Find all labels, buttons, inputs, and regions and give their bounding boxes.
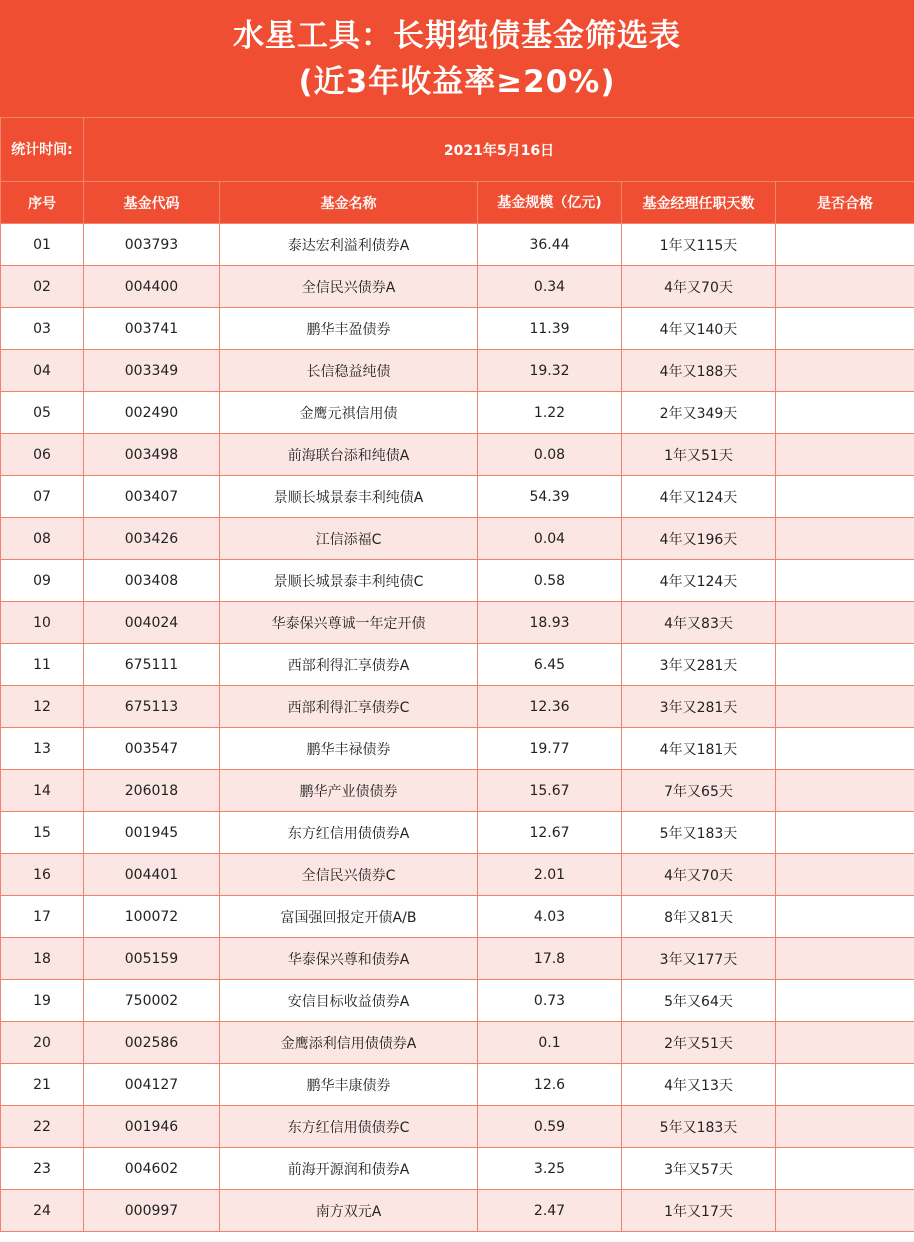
cell-name[interactable]: 华泰保兴尊和债券A [220,938,478,980]
cell-ok[interactable] [776,1022,914,1064]
cell-days[interactable]: 4年又70天 [622,854,776,896]
cell-name[interactable]: 金鹰添利信用债债券A [220,1022,478,1064]
cell-name[interactable]: 安信目标收益债券A [220,980,478,1022]
table-row [1,1064,914,1106]
table-row [1,476,914,518]
cell-name[interactable]: 鹏华丰禄债券 [220,728,478,770]
cell-code[interactable]: 003426 [84,518,220,560]
cell-ok[interactable] [776,560,914,602]
cell-size[interactable]: 0.34 [478,266,622,308]
cell-name[interactable]: 长信稳益纯债 [220,350,478,392]
cell-code[interactable]: 750002 [84,980,220,1022]
cell-name[interactable]: 鹏华产业债债券 [220,770,478,812]
cell-name[interactable]: 景顺长城景泰丰利纯债C [220,560,478,602]
cell-size[interactable]: 1.22 [478,392,622,434]
cell-no[interactable]: 11 [1,644,84,686]
cell-ok[interactable] [776,350,914,392]
cell-days[interactable]: 4年又188天 [622,350,776,392]
cell-code[interactable]: 003408 [84,560,220,602]
cell-ok[interactable] [776,308,914,350]
cell-days[interactable]: 3年又177天 [622,938,776,980]
table-row [1,728,914,770]
cell-days[interactable]: 4年又196天 [622,518,776,560]
cell-ok[interactable] [776,1190,914,1232]
table-row [1,1106,914,1148]
cell-code[interactable]: 001946 [84,1106,220,1148]
cell-no[interactable]: 19 [1,980,84,1022]
cell-no[interactable]: 05 [1,392,84,434]
cell-name[interactable]: 景顺长城景泰丰利纯债A [220,476,478,518]
header-cell-size[interactable]: 基金规模（亿元) [478,182,622,224]
cell-days[interactable]: 4年又124天 [622,560,776,602]
cell-days[interactable]: 5年又183天 [622,812,776,854]
cell-days[interactable]: 1年又51天 [622,434,776,476]
cell-code[interactable]: 005159 [84,938,220,980]
page-title: 水星工具：长期纯债基金筛选表 [233,17,681,54]
cell-days[interactable]: 4年又181天 [622,728,776,770]
cell-name[interactable]: 富国强回报定开债A/B [220,896,478,938]
cell-days[interactable]: 1年又17天 [622,1190,776,1232]
cell-code[interactable]: 004401 [84,854,220,896]
header-cell-ok[interactable]: 是否合格 [776,182,914,224]
cell-no[interactable]: 16 [1,854,84,896]
cell-code[interactable]: 000997 [84,1190,220,1232]
cell-no[interactable]: 06 [1,434,84,476]
table-row [1,980,914,1022]
cell-size[interactable]: 12.6 [478,1064,622,1106]
table-row [1,224,914,266]
cell-size[interactable]: 36.44 [478,224,622,266]
cell-size[interactable]: 54.39 [478,476,622,518]
cell-no[interactable]: 09 [1,560,84,602]
table-row [1,266,914,308]
cell-days[interactable]: 1年又115天 [622,224,776,266]
table-row [1,518,914,560]
cell-code[interactable]: 003741 [84,308,220,350]
cell-name[interactable]: 江信添福C [220,518,478,560]
cell-name[interactable]: 东方红信用债债券C [220,1106,478,1148]
cell-ok[interactable] [776,644,914,686]
table-row [1,392,914,434]
cell-days[interactable]: 3年又281天 [622,686,776,728]
cell-name[interactable]: 南方双元A [220,1190,478,1232]
table-row [1,896,914,938]
table-row [1,350,914,392]
cell-ok[interactable] [776,602,914,644]
cell-no[interactable]: 15 [1,812,84,854]
cell-ok[interactable] [776,770,914,812]
cell-no[interactable]: 03 [1,308,84,350]
cell-name[interactable]: 西部利得汇享债券A [220,644,478,686]
table-row [1,770,914,812]
cell-ok[interactable] [776,938,914,980]
cell-size[interactable]: 4.03 [478,896,622,938]
cell-name[interactable]: 全信民兴债券C [220,854,478,896]
table-row [1,1022,914,1064]
cell-code[interactable]: 002586 [84,1022,220,1064]
stat-row [1,118,914,182]
cell-code[interactable]: 004602 [84,1148,220,1190]
table-row [1,308,914,350]
cell-no[interactable]: 02 [1,266,84,308]
cell-code[interactable]: 004127 [84,1064,220,1106]
cell-size[interactable]: 6.45 [478,644,622,686]
cell-no[interactable]: 07 [1,476,84,518]
cell-ok[interactable] [776,854,914,896]
cell-no[interactable]: 17 [1,896,84,938]
cell-name[interactable]: 东方红信用债债券A [220,812,478,854]
cell-size[interactable]: 12.36 [478,686,622,728]
cell-size[interactable]: 0.04 [478,518,622,560]
cell-ok[interactable] [776,266,914,308]
cell-size[interactable]: 2.47 [478,1190,622,1232]
cell-days[interactable]: 4年又140天 [622,308,776,350]
stat-label-cell[interactable]: 统计时间: [1,118,84,182]
cell-code[interactable]: 003793 [84,224,220,266]
cell-name[interactable]: 华泰保兴尊诚一年定开债 [220,602,478,644]
cell-size[interactable]: 17.8 [478,938,622,980]
cell-name[interactable]: 金鹰元祺信用债 [220,392,478,434]
cell-no[interactable]: 20 [1,1022,84,1064]
cell-days[interactable]: 7年又65天 [622,770,776,812]
cell-no[interactable]: 24 [1,1190,84,1232]
cell-size[interactable]: 18.93 [478,602,622,644]
cell-code[interactable]: 675113 [84,686,220,728]
table-row [1,812,914,854]
cell-ok[interactable] [776,896,914,938]
cell-code[interactable]: 002490 [84,392,220,434]
cell-days[interactable]: 4年又83天 [622,602,776,644]
cell-no[interactable]: 21 [1,1064,84,1106]
cell-size[interactable]: 0.59 [478,1106,622,1148]
cell-no[interactable]: 18 [1,938,84,980]
cell-no[interactable]: 23 [1,1148,84,1190]
header-cell-no[interactable]: 序号 [1,182,84,224]
cell-days[interactable]: 4年又70天 [622,266,776,308]
cell-days[interactable]: 5年又64天 [622,980,776,1022]
cell-size[interactable]: 15.67 [478,770,622,812]
cell-ok[interactable] [776,812,914,854]
cell-ok[interactable] [776,728,914,770]
cell-code[interactable]: 206018 [84,770,220,812]
cell-no[interactable]: 04 [1,350,84,392]
cell-size[interactable]: 11.39 [478,308,622,350]
cell-size[interactable]: 0.58 [478,560,622,602]
cell-name[interactable]: 鹏华丰康债券 [220,1064,478,1106]
cell-ok[interactable] [776,518,914,560]
cell-no[interactable]: 12 [1,686,84,728]
cell-days[interactable]: 3年又281天 [622,644,776,686]
cell-ok[interactable] [776,434,914,476]
cell-days[interactable]: 5年又183天 [622,1106,776,1148]
cell-no[interactable]: 22 [1,1106,84,1148]
cell-ok[interactable] [776,980,914,1022]
cell-no[interactable]: 13 [1,728,84,770]
cell-code[interactable]: 004024 [84,602,220,644]
cell-size[interactable]: 3.25 [478,1148,622,1190]
cell-name[interactable]: 前海联台添和纯债A [220,434,478,476]
cell-name[interactable]: 西部利得汇享债券C [220,686,478,728]
table-row [1,602,914,644]
cell-no[interactable]: 14 [1,770,84,812]
cell-name[interactable]: 泰达宏利溢利债券A [220,224,478,266]
cell-days[interactable]: 8年又81天 [622,896,776,938]
cell-ok[interactable] [776,1064,914,1106]
cell-ok[interactable] [776,476,914,518]
cell-size[interactable]: 19.77 [478,728,622,770]
table-row [1,434,914,476]
cell-code[interactable]: 003407 [84,476,220,518]
cell-code[interactable]: 003498 [84,434,220,476]
table-row [1,644,914,686]
cell-ok[interactable] [776,686,914,728]
cell-ok[interactable] [776,1148,914,1190]
header-row [1,182,914,224]
header-cell-code[interactable]: 基金代码 [84,182,220,224]
cell-ok[interactable] [776,1106,914,1148]
cell-name[interactable]: 全信民兴债券A [220,266,478,308]
cell-size[interactable]: 2.01 [478,854,622,896]
cell-no[interactable]: 08 [1,518,84,560]
cell-ok[interactable] [776,224,914,266]
cell-days[interactable]: 4年又124天 [622,476,776,518]
cell-size[interactable]: 0.73 [478,980,622,1022]
cell-size[interactable]: 19.32 [478,350,622,392]
header-cell-name[interactable]: 基金名称 [220,182,478,224]
cell-size[interactable]: 12.67 [478,812,622,854]
cell-code[interactable]: 100072 [84,896,220,938]
cell-days[interactable]: 2年又51天 [622,1022,776,1064]
cell-size[interactable]: 0.1 [478,1022,622,1064]
header-cell-days[interactable]: 基金经理任职天数 [622,182,776,224]
table-row [1,560,914,602]
table-row [1,1190,914,1232]
table-row [1,1148,914,1190]
table-row [1,686,914,728]
cell-name[interactable]: 前海开源润和债券A [220,1148,478,1190]
cell-code[interactable]: 003547 [84,728,220,770]
cell-code[interactable]: 675111 [84,644,220,686]
cell-code[interactable]: 003349 [84,350,220,392]
cell-code[interactable]: 004400 [84,266,220,308]
page-subtitle: (近3年收益率≥20%) [298,63,616,100]
cell-name[interactable]: 鹏华丰盈债券 [220,308,478,350]
fund-table [0,117,914,1232]
cell-size[interactable]: 0.08 [478,434,622,476]
cell-days[interactable]: 2年又349天 [622,392,776,434]
table-row [1,854,914,896]
cell-days[interactable]: 4年又13天 [622,1064,776,1106]
cell-code[interactable]: 001945 [84,812,220,854]
table-row [1,938,914,980]
cell-no[interactable]: 01 [1,224,84,266]
title-banner [0,0,914,118]
cell-days[interactable]: 3年又57天 [622,1148,776,1190]
cell-no[interactable]: 10 [1,602,84,644]
stat-date-cell[interactable]: 2021年5月16日 [84,118,914,182]
cell-ok[interactable] [776,392,914,434]
